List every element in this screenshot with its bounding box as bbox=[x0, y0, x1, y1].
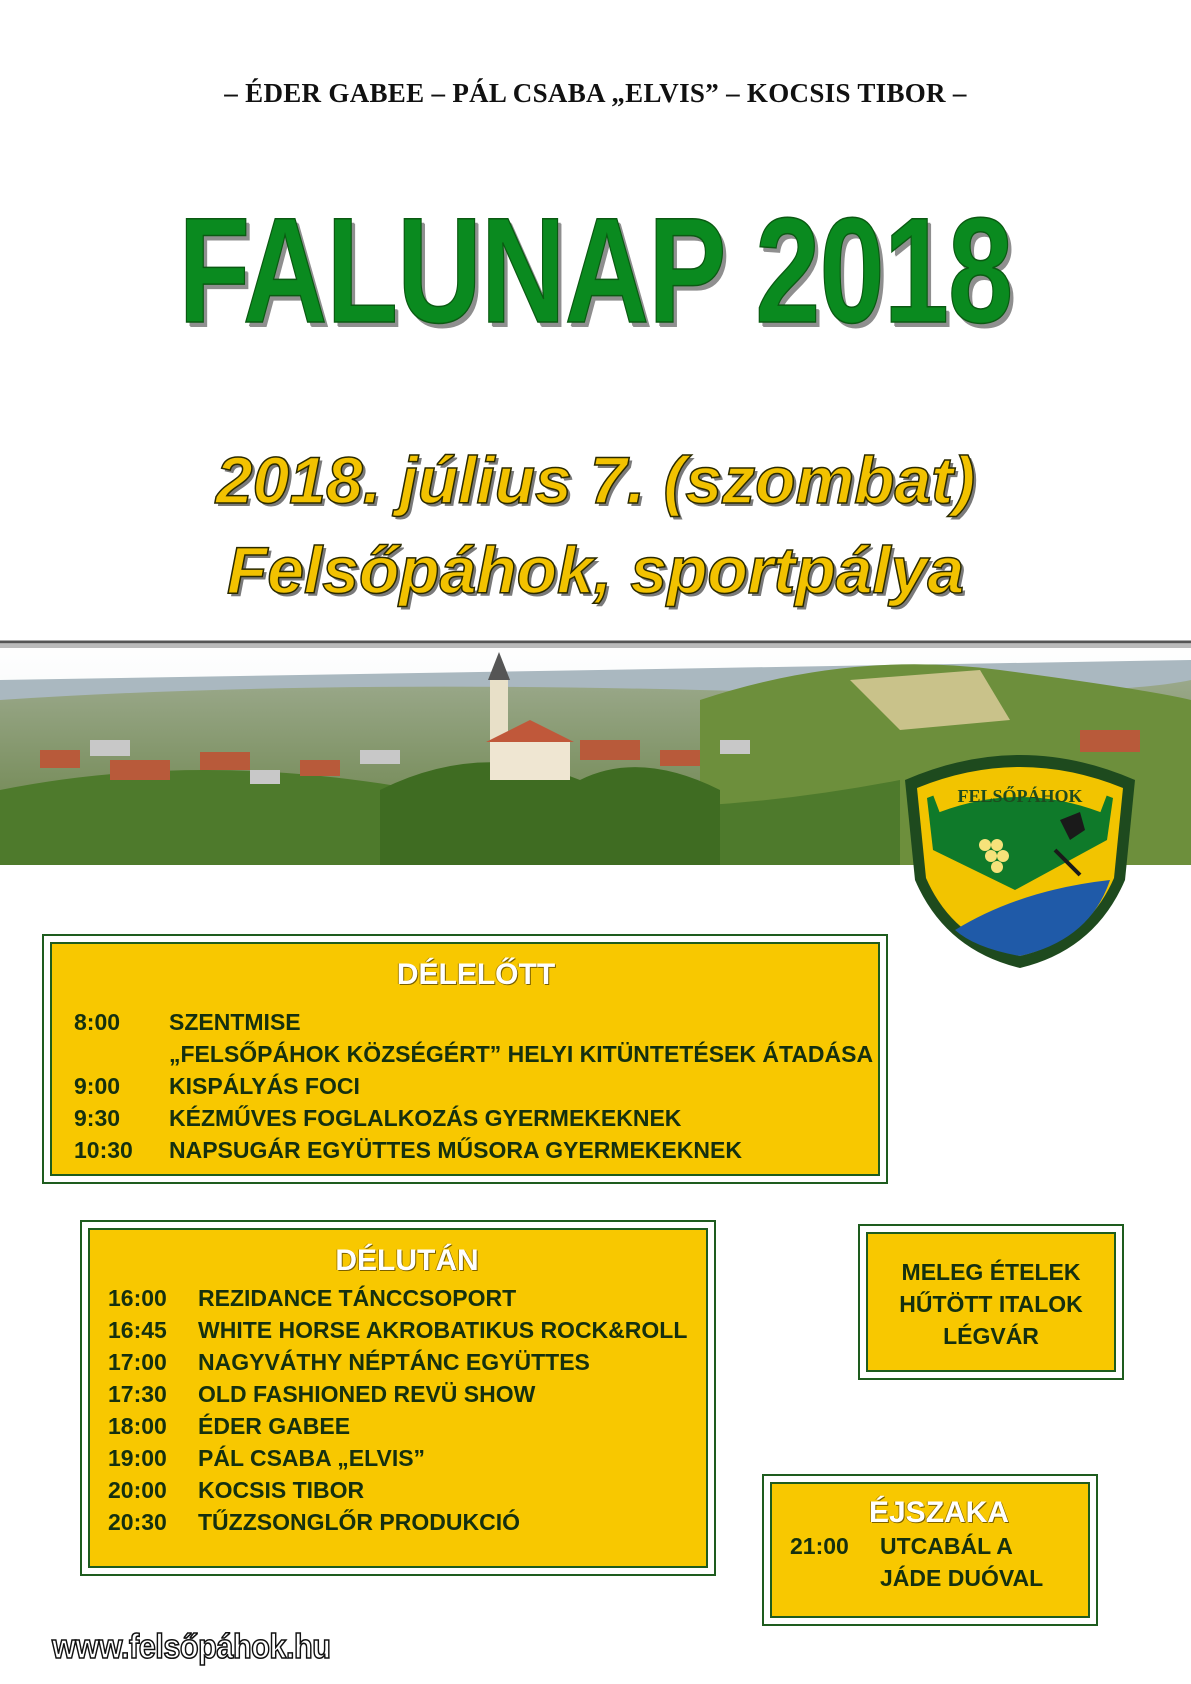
item-text: NAGYVÁTHY NÉPTÁNC EGYÜTTES bbox=[198, 1349, 590, 1375]
item-text: KISPÁLYÁS FOCI bbox=[169, 1073, 360, 1099]
list-item bbox=[108, 1506, 706, 1538]
list-item bbox=[108, 1346, 706, 1378]
item-text: SZENTMISE bbox=[169, 1009, 301, 1035]
item-text: „FELSŐPÁHOK KÖZSÉGÉRT” HELYI KITÜNTETÉSEK ÁTADÁSA bbox=[169, 1041, 874, 1067]
item-time: 20:30 bbox=[108, 1509, 167, 1535]
item-text: KOCSIS TIBOR bbox=[198, 1477, 365, 1503]
performers-line: – ÉDER GABEE – PÁL CSABA „ELVIS” – KOCSIS TIBOR – bbox=[224, 78, 967, 108]
item-text: KÉZMŰVES FOGLALKOZÁS GYERMEKEKNEK bbox=[169, 1105, 682, 1131]
crest-label: FELSŐPÁHOK bbox=[957, 786, 1083, 806]
extras-line: MELEG ÉTELEK bbox=[901, 1259, 1081, 1285]
afternoon-title: DÉLUTÁN bbox=[335, 1244, 479, 1277]
item-time: 20:00 bbox=[108, 1477, 167, 1503]
night-program bbox=[770, 1482, 1090, 1618]
item-text: ÉDER GABEE bbox=[198, 1413, 351, 1439]
village-crest-icon bbox=[895, 740, 1145, 970]
list-item bbox=[108, 1314, 706, 1346]
item-time: 17:00 bbox=[108, 1349, 167, 1375]
item-time: 9:30 bbox=[74, 1105, 121, 1131]
list-item bbox=[108, 1282, 706, 1314]
item-time: 16:00 bbox=[108, 1285, 167, 1311]
extras-line: HŰTÖTT ITALOK bbox=[899, 1291, 1083, 1317]
item-text: TŰZZSONGLŐR PRODUKCIÓ bbox=[198, 1509, 520, 1535]
item-time bbox=[74, 1038, 169, 1070]
list-item bbox=[108, 1410, 706, 1442]
list-item bbox=[74, 1006, 878, 1038]
list-item bbox=[74, 1070, 878, 1102]
extras-box bbox=[866, 1232, 1116, 1372]
item-time: 21:00 bbox=[790, 1533, 849, 1559]
event-date: 2018. július 7. (szombat) bbox=[215, 443, 976, 517]
list-item bbox=[790, 1530, 1088, 1562]
item-time: 9:00 bbox=[74, 1073, 121, 1099]
page-title: FALUNAP 2018 bbox=[178, 186, 1013, 354]
list-item bbox=[790, 1562, 1088, 1594]
event-place: Felsőpáhok, sportpálya bbox=[226, 533, 965, 607]
item-time: 18:00 bbox=[108, 1413, 167, 1439]
afternoon-program bbox=[88, 1228, 708, 1568]
list-item bbox=[108, 1378, 706, 1410]
item-text: NAPSUGÁR EGYÜTTES MŰSORA GYERMEKEKNEK bbox=[169, 1137, 742, 1163]
item-time: 10:30 bbox=[74, 1137, 133, 1163]
extras-line: LÉGVÁR bbox=[943, 1323, 1039, 1349]
item-text: UTCABÁL A bbox=[880, 1533, 1013, 1559]
item-text: OLD FASHIONED REVÜ SHOW bbox=[198, 1381, 536, 1407]
item-text: REZIDANCE TÁNCCSOPORT bbox=[198, 1285, 517, 1311]
item-time: 8:00 bbox=[74, 1009, 121, 1035]
list-item bbox=[108, 1474, 706, 1506]
morning-program bbox=[50, 942, 880, 1176]
item-time: 19:00 bbox=[108, 1445, 167, 1471]
list-item bbox=[74, 1134, 878, 1166]
list-item bbox=[108, 1442, 706, 1474]
item-time: 17:30 bbox=[108, 1381, 167, 1407]
item-text: WHITE HORSE AKROBATIKUS ROCK&ROLL bbox=[198, 1317, 688, 1343]
item-text: JÁDE DUÓVAL bbox=[880, 1565, 1044, 1591]
list-item bbox=[74, 1038, 878, 1070]
item-time: 16:45 bbox=[108, 1317, 167, 1343]
list-item bbox=[74, 1102, 878, 1134]
item-text: PÁL CSABA „ELVIS” bbox=[198, 1445, 426, 1471]
website-link[interactable]: www.felsőpáhok.hu bbox=[52, 1628, 331, 1666]
morning-title: DÉLELŐTT bbox=[396, 958, 556, 991]
night-title: ÉJSZAKA bbox=[868, 1496, 1010, 1529]
